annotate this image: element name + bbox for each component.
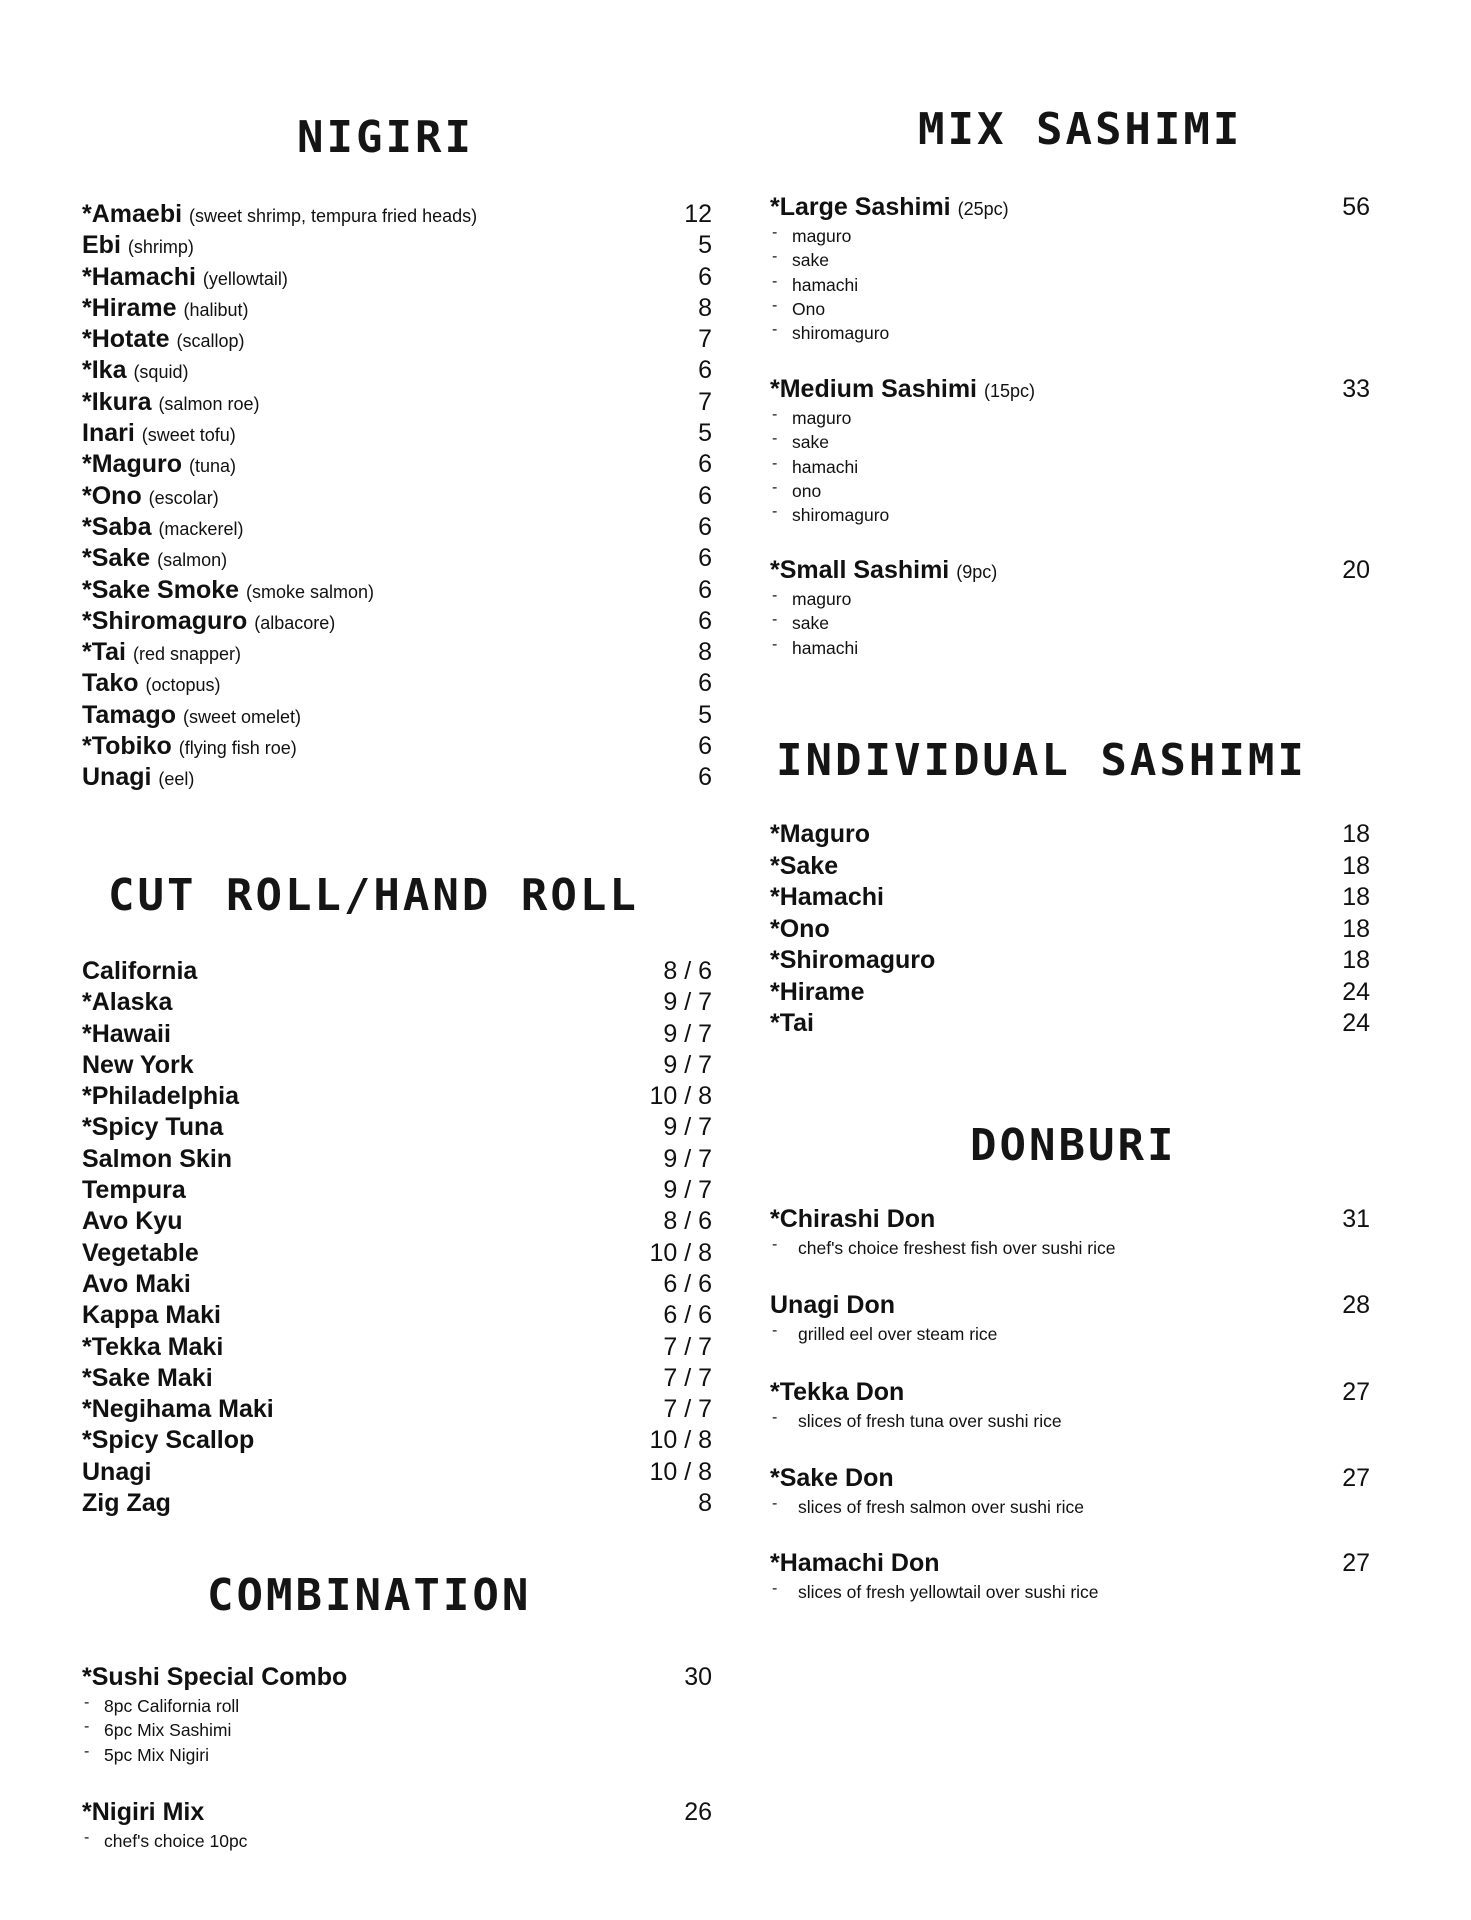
item-note: (eel) xyxy=(158,769,195,790)
item-details xyxy=(770,406,1370,527)
item-note: (tuna) xyxy=(188,456,236,477)
menu-item xyxy=(82,1020,712,1051)
item-detail: - Ono xyxy=(770,297,1370,321)
item-name: *Nigiri Mix xyxy=(82,1798,205,1826)
item-details xyxy=(770,587,1370,660)
item-name: Ebi (shrimp) xyxy=(82,231,194,260)
item-price: 56 xyxy=(1342,193,1370,221)
item-note: (sweet tofu) xyxy=(141,425,236,446)
item-name: *Shiromaguro (albacore) xyxy=(82,606,336,635)
item-detail: - 6pc Mix Sashimi xyxy=(82,1718,712,1742)
item-name: California xyxy=(82,957,198,985)
menu-item xyxy=(770,1009,1370,1041)
item-name: *Ono xyxy=(770,914,830,943)
item-name: *Alaska xyxy=(82,988,173,1017)
item-price: 8 / 6 xyxy=(663,1207,712,1236)
menu-item xyxy=(770,1291,1370,1346)
menu-item xyxy=(82,1364,712,1395)
item-name: Inari (sweet tofu) xyxy=(82,419,236,448)
item-price: 6 xyxy=(698,356,712,385)
item-price: 7 / 7 xyxy=(663,1332,712,1361)
item-note: (sweet shrimp, tempura fried heads) xyxy=(189,206,478,226)
item-price: 9 / 7 xyxy=(663,1019,712,1048)
item-note: (shrimp) xyxy=(127,237,194,258)
menu-item xyxy=(82,1051,712,1082)
item-price: 18 xyxy=(1342,914,1370,943)
item-detail: - slices of fresh salmon over sushi rice xyxy=(770,1495,1370,1519)
item-name: *Saba (mackerel) xyxy=(82,512,244,541)
item-name: Tamago (sweet omelet) xyxy=(82,700,301,729)
nigiri-heading: NIGIRI xyxy=(297,112,474,163)
menu-item xyxy=(82,356,712,387)
item-detail: - sake xyxy=(770,430,1370,454)
item-note: (halibut) xyxy=(183,299,249,320)
item-price: 33 xyxy=(1342,375,1370,403)
item-note: (octopus) xyxy=(145,675,221,696)
item-price: 6 / 6 xyxy=(663,1301,712,1330)
item-name: *Ika (squid) xyxy=(82,356,189,385)
item-name: *Tai (red snapper) xyxy=(82,638,242,667)
menu-item xyxy=(82,544,712,575)
item-note: (escolar) xyxy=(148,487,219,508)
item-price: 26 xyxy=(684,1798,712,1826)
donburi-heading: DONBURI xyxy=(970,1120,1177,1171)
item-detail: - sake xyxy=(770,611,1370,635)
item-detail: - hamachi xyxy=(770,455,1370,479)
item-price: 27 xyxy=(1342,1549,1370,1577)
item-name: *Sake Smoke (smoke salmon) xyxy=(82,575,375,604)
item-name: *Medium Sashimi (15pc) xyxy=(770,375,1035,403)
item-name: Unagi (eel) xyxy=(82,763,195,792)
item-price: 9 / 7 xyxy=(663,988,712,1017)
combination-heading: COMBINATION xyxy=(207,1570,532,1621)
item-detail: - shiromaguro xyxy=(770,503,1370,527)
item-name: *Tekka Don xyxy=(770,1378,905,1406)
menu-item xyxy=(82,513,712,544)
item-name: *Tekka Maki xyxy=(82,1332,224,1361)
item-price: 10 / 8 xyxy=(649,1082,712,1111)
menu-item xyxy=(770,883,1370,915)
item-name: Vegetable xyxy=(82,1238,199,1267)
item-name: *Sushi Special Combo xyxy=(82,1663,348,1691)
item-name: Avo Maki xyxy=(82,1269,191,1298)
item-name: Tako (octopus) xyxy=(82,669,221,698)
menu-item xyxy=(770,1464,1370,1519)
menu-item xyxy=(82,482,712,513)
item-detail: - 5pc Mix Nigiri xyxy=(82,1743,712,1767)
item-note: (red snapper) xyxy=(132,644,242,665)
menu-item xyxy=(82,1489,712,1520)
menu-item xyxy=(770,375,1370,527)
menu-item xyxy=(82,1395,712,1426)
item-price: 5 xyxy=(698,700,712,729)
menu-item xyxy=(770,1549,1370,1604)
menu-item xyxy=(82,1207,712,1238)
item-name: *Ono (escolar) xyxy=(82,481,219,510)
item-price: 7 / 7 xyxy=(663,1395,712,1424)
item-price: 9 / 7 xyxy=(663,1050,712,1079)
item-price: 6 / 6 xyxy=(663,1269,712,1298)
item-price: 6 xyxy=(698,512,712,541)
item-price: 18 xyxy=(1342,883,1370,911)
menu-item xyxy=(82,419,712,450)
menu-item xyxy=(82,1113,712,1144)
item-detail: - maguro xyxy=(770,406,1370,430)
menu-item xyxy=(82,638,712,669)
item-detail: - shiromaguro xyxy=(770,321,1370,345)
item-detail: - maguro xyxy=(770,224,1370,248)
item-price: 5 xyxy=(698,231,712,260)
item-price: 9 / 7 xyxy=(663,1113,712,1142)
item-note: (salmon roe) xyxy=(158,393,260,414)
item-name: *Philadelphia xyxy=(82,1082,239,1111)
item-name: Unagi Don xyxy=(770,1291,895,1319)
item-name: *Tobiko (flying fish roe) xyxy=(82,732,297,761)
item-price: 30 xyxy=(684,1663,712,1691)
item-name: *Ikura (salmon roe) xyxy=(82,387,260,416)
menu-item xyxy=(82,1270,712,1301)
menu-item xyxy=(82,1082,712,1113)
item-name: *Hirame (halibut) xyxy=(82,293,249,322)
item-note: (sweet omelet) xyxy=(182,706,301,727)
item-price: 8 / 6 xyxy=(663,957,712,985)
item-name: *Tai xyxy=(770,1009,814,1037)
menu-item xyxy=(82,1458,712,1489)
menu-item xyxy=(82,1333,712,1364)
item-details xyxy=(770,1322,1370,1346)
item-details xyxy=(770,1236,1370,1260)
item-details xyxy=(770,1580,1370,1604)
menu-item xyxy=(770,915,1370,947)
item-price: 9 / 7 xyxy=(663,1144,712,1173)
item-name: Salmon Skin xyxy=(82,1144,233,1173)
item-price: 6 xyxy=(698,732,712,761)
item-name: *Chirashi Don xyxy=(770,1205,936,1233)
item-name: *Negihama Maki xyxy=(82,1395,274,1424)
item-price: 6 xyxy=(698,544,712,573)
item-name: *Hawaii xyxy=(82,1019,171,1048)
menu-item xyxy=(770,1378,1370,1433)
menu-item xyxy=(82,957,712,988)
menu-item xyxy=(770,978,1370,1010)
item-detail: - grilled eel over steam rice xyxy=(770,1322,1370,1346)
menu-item xyxy=(82,388,712,419)
item-price: 6 xyxy=(698,450,712,479)
item-price: 7 xyxy=(698,387,712,416)
item-name: *Hotate (scallop) xyxy=(82,325,245,354)
item-price: 10 / 8 xyxy=(649,1238,712,1267)
item-note: (squid) xyxy=(133,362,189,383)
cut-roll-list xyxy=(82,957,712,1520)
menu-item xyxy=(82,1145,712,1176)
item-details xyxy=(82,1829,712,1853)
item-name: *Spicy Tuna xyxy=(82,1113,224,1142)
item-note: (smoke salmon) xyxy=(246,581,375,602)
item-detail: - maguro xyxy=(770,587,1370,611)
item-detail: - chef's choice freshest fish over sushi rice xyxy=(770,1236,1370,1260)
item-note: (scallop) xyxy=(176,331,245,352)
item-name: *Hamachi xyxy=(770,883,884,911)
menu-item xyxy=(82,607,712,638)
menu-item xyxy=(82,294,712,325)
item-price: 5 xyxy=(698,419,712,448)
mix-sashimi-heading: MIX SASHIMI xyxy=(918,104,1243,155)
menu-item xyxy=(82,1176,712,1207)
item-price: 6 xyxy=(698,481,712,510)
item-price: 8 xyxy=(698,1489,712,1518)
item-details xyxy=(82,1694,712,1767)
item-name: *Maguro (tuna) xyxy=(82,450,236,479)
cut-roll-heading: CUT ROLL/HAND ROLL xyxy=(108,870,639,921)
menu-item xyxy=(82,1426,712,1457)
item-detail: - 8pc California roll xyxy=(82,1694,712,1718)
item-price: 7 xyxy=(698,325,712,354)
individual-sashimi-list xyxy=(770,820,1370,1041)
menu-item xyxy=(82,763,712,794)
item-detail: - hamachi xyxy=(770,273,1370,297)
item-details xyxy=(770,1495,1370,1519)
menu-item xyxy=(82,450,712,481)
item-price: 8 xyxy=(698,293,712,322)
item-name: Unagi xyxy=(82,1457,152,1486)
item-details xyxy=(770,1409,1370,1433)
item-name: *Small Sashimi (9pc) xyxy=(770,556,998,584)
menu-item xyxy=(82,1301,712,1332)
menu-item xyxy=(770,852,1370,884)
menu-item xyxy=(770,946,1370,978)
item-name: Kappa Maki xyxy=(82,1301,221,1330)
item-price: 8 xyxy=(698,638,712,667)
menu-item xyxy=(82,1239,712,1270)
item-name: *Maguro xyxy=(770,820,870,848)
item-note: (salmon) xyxy=(157,550,228,571)
menu-item xyxy=(82,669,712,700)
item-detail: - sake xyxy=(770,248,1370,272)
item-note: (albacore) xyxy=(254,612,336,633)
item-name: *Hirame xyxy=(770,977,865,1006)
nigiri-list xyxy=(82,200,712,795)
menu-item xyxy=(82,732,712,763)
item-detail: - hamachi xyxy=(770,636,1370,660)
menu-item xyxy=(770,1205,1370,1260)
menu-item xyxy=(770,193,1370,345)
item-name: *Amaebi (sweet shrimp, tempura fried heads) xyxy=(82,200,478,228)
menu-item xyxy=(82,200,712,231)
item-detail: - slices of fresh tuna over sushi rice xyxy=(770,1409,1370,1433)
item-price: 28 xyxy=(1342,1291,1370,1319)
menu-item xyxy=(82,576,712,607)
menu-item xyxy=(770,556,1370,660)
item-price: 18 xyxy=(1342,851,1370,880)
item-name: Tempura xyxy=(82,1176,186,1205)
item-note: (mackerel) xyxy=(158,518,244,539)
item-name: Avo Kyu xyxy=(82,1207,183,1236)
item-price: 6 xyxy=(698,575,712,604)
item-name: *Shiromaguro xyxy=(770,946,936,974)
item-price: 31 xyxy=(1342,1205,1370,1233)
item-price: 10 / 8 xyxy=(649,1457,712,1486)
item-detail: - slices of fresh yellowtail over sushi rice xyxy=(770,1580,1370,1604)
item-name: Zig Zag xyxy=(82,1489,171,1518)
item-name: *Sake xyxy=(770,851,839,880)
menu-item xyxy=(82,325,712,356)
item-price: 6 xyxy=(698,763,712,792)
menu-item xyxy=(82,988,712,1019)
item-price: 7 / 7 xyxy=(663,1363,712,1392)
item-price: 6 xyxy=(698,262,712,291)
item-price: 24 xyxy=(1342,977,1370,1006)
item-price: 27 xyxy=(1342,1464,1370,1492)
item-name: *Sake Maki xyxy=(82,1363,213,1392)
item-price: 20 xyxy=(1342,556,1370,584)
item-note: (yellowtail) xyxy=(202,268,288,289)
item-price: 10 / 8 xyxy=(649,1426,712,1455)
item-name: *Spicy Scallop xyxy=(82,1426,255,1455)
item-details xyxy=(770,224,1370,345)
item-price: 18 xyxy=(1342,946,1370,974)
item-price: 6 xyxy=(698,669,712,698)
item-name: *Hamachi (yellowtail) xyxy=(82,262,288,291)
menu-item xyxy=(82,1663,712,1767)
item-price: 12 xyxy=(684,200,712,228)
menu-item xyxy=(770,820,1370,852)
item-name: *Sake Don xyxy=(770,1464,894,1492)
item-price: 27 xyxy=(1342,1378,1370,1406)
item-price: 9 / 7 xyxy=(663,1176,712,1205)
item-name: *Large Sashimi (25pc) xyxy=(770,193,1009,221)
item-detail: - chef's choice 10pc xyxy=(82,1829,712,1853)
item-note: (flying fish roe) xyxy=(178,738,297,759)
menu-item xyxy=(82,263,712,294)
item-price: 18 xyxy=(1342,820,1370,848)
item-price: 6 xyxy=(698,606,712,635)
menu-item xyxy=(82,701,712,732)
item-price: 24 xyxy=(1342,1009,1370,1037)
item-detail: - ono xyxy=(770,479,1370,503)
individual-sashimi-heading: INDIVIDUAL SASHIMI xyxy=(776,735,1307,786)
menu-item xyxy=(82,1798,712,1853)
item-name: *Sake (salmon) xyxy=(82,544,228,573)
item-name: *Hamachi Don xyxy=(770,1549,940,1577)
item-name: New York xyxy=(82,1050,194,1079)
menu-item xyxy=(82,231,712,262)
